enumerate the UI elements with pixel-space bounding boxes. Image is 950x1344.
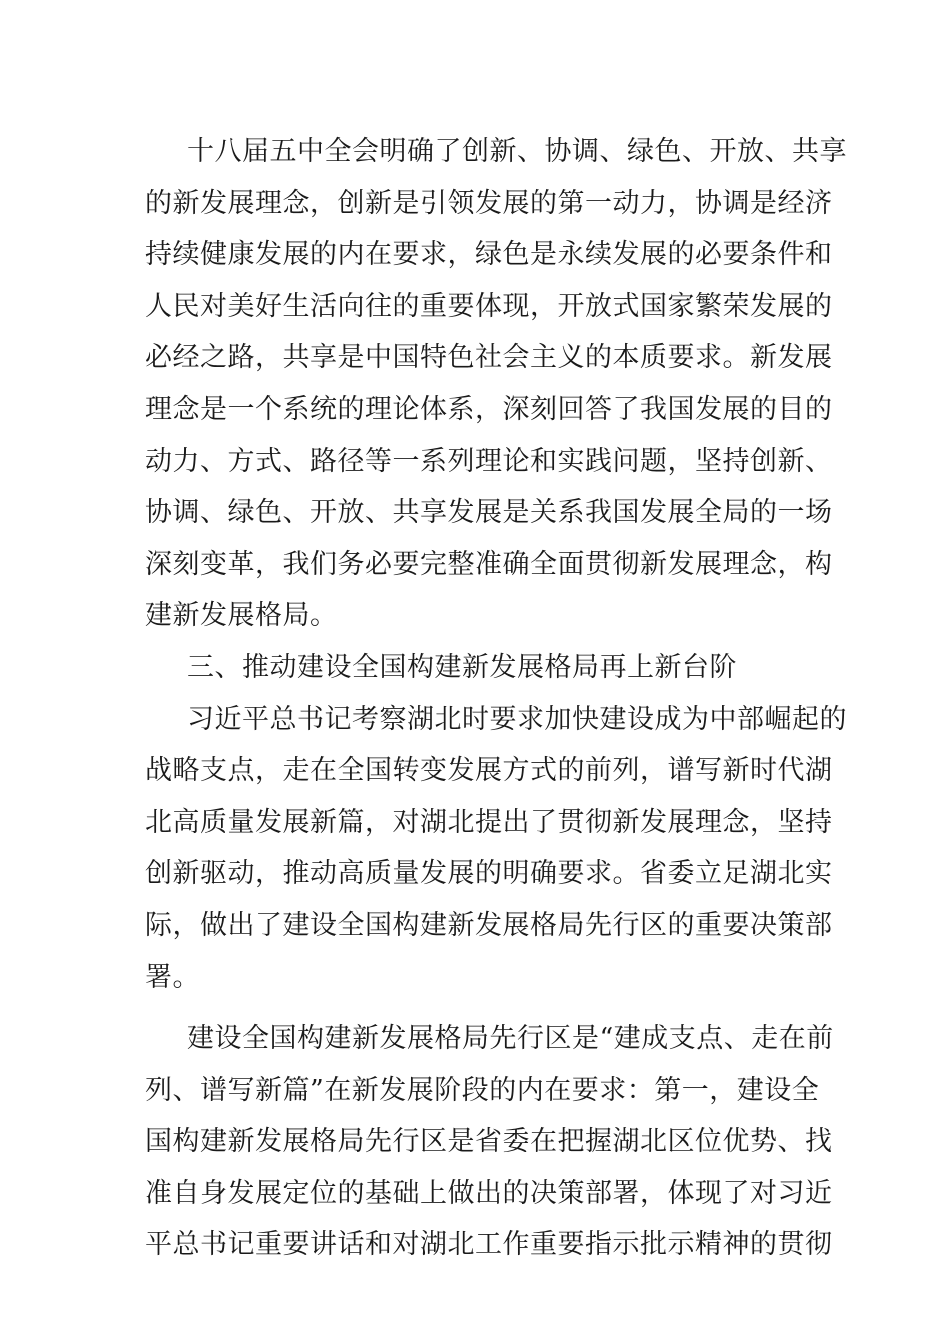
paragraph-line: 建新发展格局。: [145, 600, 338, 632]
section-heading: 三、推动建设全国构建新发展格局再上新台阶: [187, 651, 737, 683]
paragraph-line: 创新驱动，推动高质量发展的明确要求。省委立足湖北实: [145, 858, 833, 890]
paragraph-line: 理念是一个系统的理论体系，深刻回答了我国发展的目的: [145, 393, 833, 425]
document-body: [145, 126, 847, 1271]
paragraph-new-development-concept: [145, 126, 847, 642]
paragraph-pilot-zone: [145, 1013, 834, 1271]
paragraph-line: 习近平总书记考察湖北时要求加快建设成为中部崛起的: [187, 703, 847, 735]
paragraph-line: 深刻变革，我们务必要完整准确全面贯彻新发展理念，构: [145, 548, 833, 580]
paragraph-line: 际，做出了建设全国构建新发展格局先行区的重要决策部: [145, 909, 833, 941]
paragraph-line: 列、谱写新篇”在新发展阶段的内在要求：第一，建设全: [145, 1074, 820, 1106]
paragraph-gap: [145, 1003, 810, 1013]
paragraph-line: 北高质量发展新篇，对湖北提出了贯彻新发展理念，坚持: [145, 806, 833, 838]
paragraph-line: 十八届五中全会明确了创新、协调、绿色、开放、共享: [187, 136, 847, 167]
paragraph-line: 持续健康发展的内在要求，绿色是永续发展的必要条件和: [145, 239, 833, 271]
paragraph-line: 平总书记重要讲话和对湖北工作重要指示批示精神的贯彻: [145, 1229, 833, 1261]
paragraph-line: 战略支点，走在全国转变发展方式的前列，谱写新时代湖: [145, 755, 833, 787]
paragraph-line: 动力、方式、路径等一系列理论和实践问题，坚持创新、: [145, 445, 833, 477]
paragraph-hubei-inspection: [145, 694, 847, 1004]
paragraph-line: 署。: [145, 961, 200, 993]
paragraph-line: 的新发展理念，创新是引领发展的第一动力，协调是经济: [145, 187, 833, 219]
paragraph-line: 协调、绿色、开放、共享发展是关系我国发展全局的一场: [145, 497, 833, 529]
paragraph-line: 准自身发展定位的基础上做出的决策部署，体现了对习近: [145, 1177, 833, 1209]
paragraph-line: 国构建新发展格局先行区是省委在把握湖北区位优势、找: [145, 1126, 833, 1158]
section-heading-three: [145, 642, 810, 694]
paragraph-line: 人民对美好生活向往的重要体现，开放式国家繁荣发展的: [145, 290, 833, 322]
paragraph-line: 建设全国构建新发展格局先行区是“建成支点、走在前: [187, 1023, 834, 1055]
paragraph-line: 必经之路，共享是中国特色社会主义的本质要求。新发展: [145, 342, 833, 374]
